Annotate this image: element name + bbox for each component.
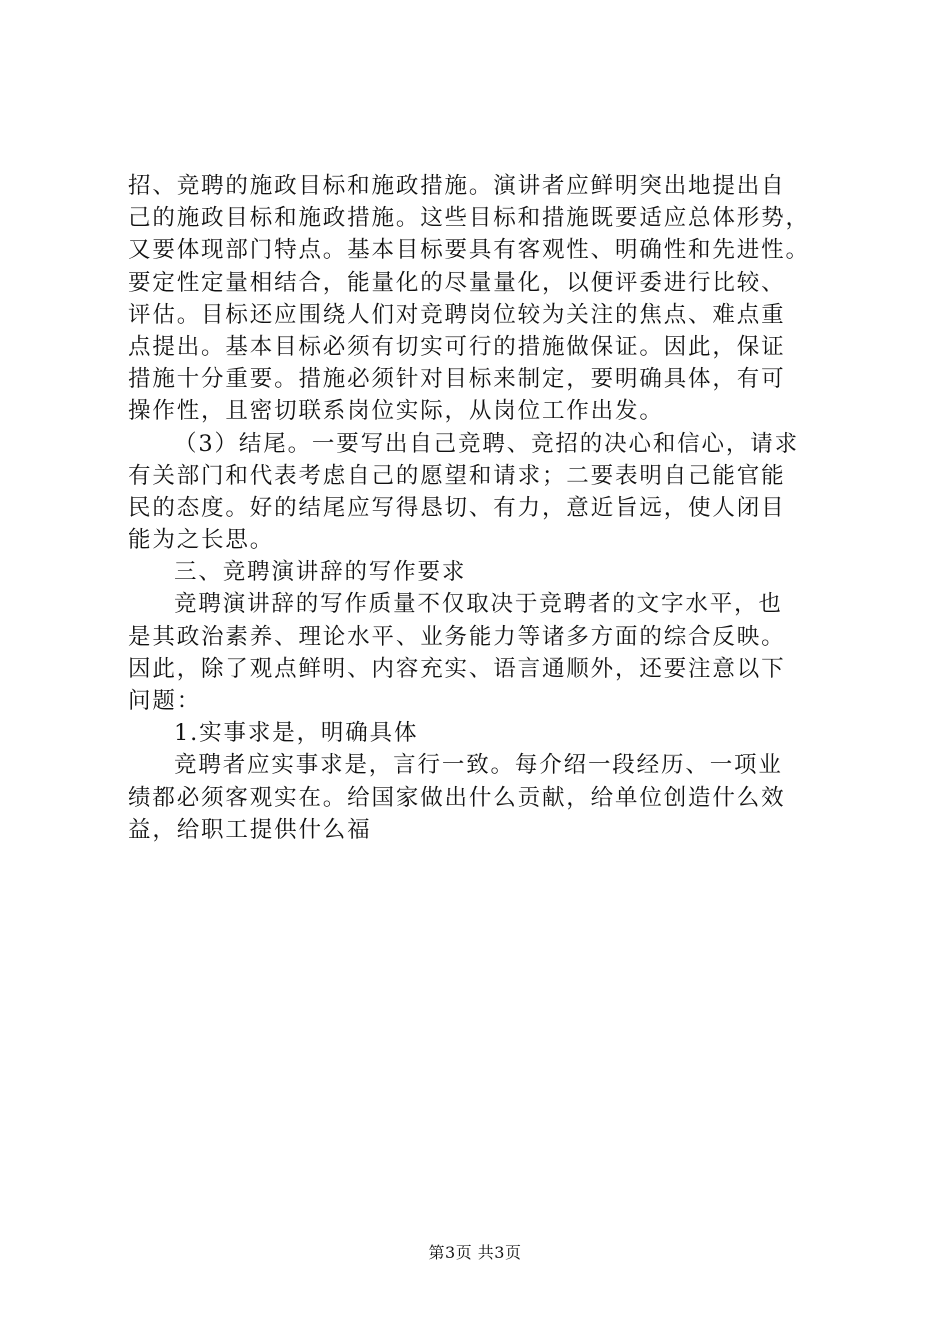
paragraph-start-line: 竞聘演讲辞的写作质量不仅取决于竞聘者的文字水平，也 — [174, 591, 783, 618]
text-line: 评估。目标还应围绕人们对竞聘岗位较为关注的焦点、难点重 — [128, 301, 786, 328]
text-line: 措施十分重要。措施必须针对目标来制定，要明确具体，有可 — [128, 366, 786, 393]
paragraph-start-line: （3）结尾。一要写出自己竞聘、竞招的决心和信心，请求 — [174, 430, 799, 457]
text-line: 有关部门和代表考虑自己的愿望和请求；二要表明自己能官能 — [128, 462, 786, 489]
text-line: 招、竞聘的施政目标和施政措施。演讲者应鲜明突出地提出自 — [128, 173, 786, 199]
subsection-heading: 1.实事求是，明确具体 — [174, 720, 419, 747]
text-line: 因此，除了观点鲜明、内容充实、语言通顺外，还要注意以下 — [128, 655, 786, 682]
text-line: 民的态度。好的结尾应写得恳切、有力，意近旨远，使人闭目 — [128, 494, 786, 521]
text-line: 操作性，且密切联系岗位实际，从岗位工作出发。 — [128, 398, 664, 425]
document-body — [128, 170, 840, 846]
text-line: 益，给职工提供什么福 — [128, 816, 372, 843]
page-footer: 第3页 共3页 — [428, 1243, 522, 1262]
text-line: 要定性定量相结合，能量化的尽量量化，以便评委进行比较、 — [128, 269, 786, 296]
text-line: 能为之长思。 — [128, 527, 275, 554]
section-heading: 三、竞聘演讲辞的写作要求 — [174, 559, 467, 586]
text-line: 问题： — [128, 688, 202, 714]
text-line: 绩都必须客观实在。给国家做出什么贡献，给单位创造什么效 — [128, 784, 786, 811]
text-line: 己的施政目标和施政措施。这些目标和措施既要适应总体形势， — [128, 205, 810, 232]
text-line: 又要体现部门特点。基本目标要具有客观性、明确性和先进性。 — [128, 237, 810, 264]
text-line: 是其政治素养、理论水平、业务能力等诸多方面的综合反映。 — [128, 623, 786, 650]
paragraph-start-line: 竞聘者应实事求是，言行一致。每介绍一段经历、一项业 — [174, 752, 783, 779]
text-line: 点提出。基本目标必须有切实可行的措施做保证。因此，保证 — [128, 333, 786, 360]
